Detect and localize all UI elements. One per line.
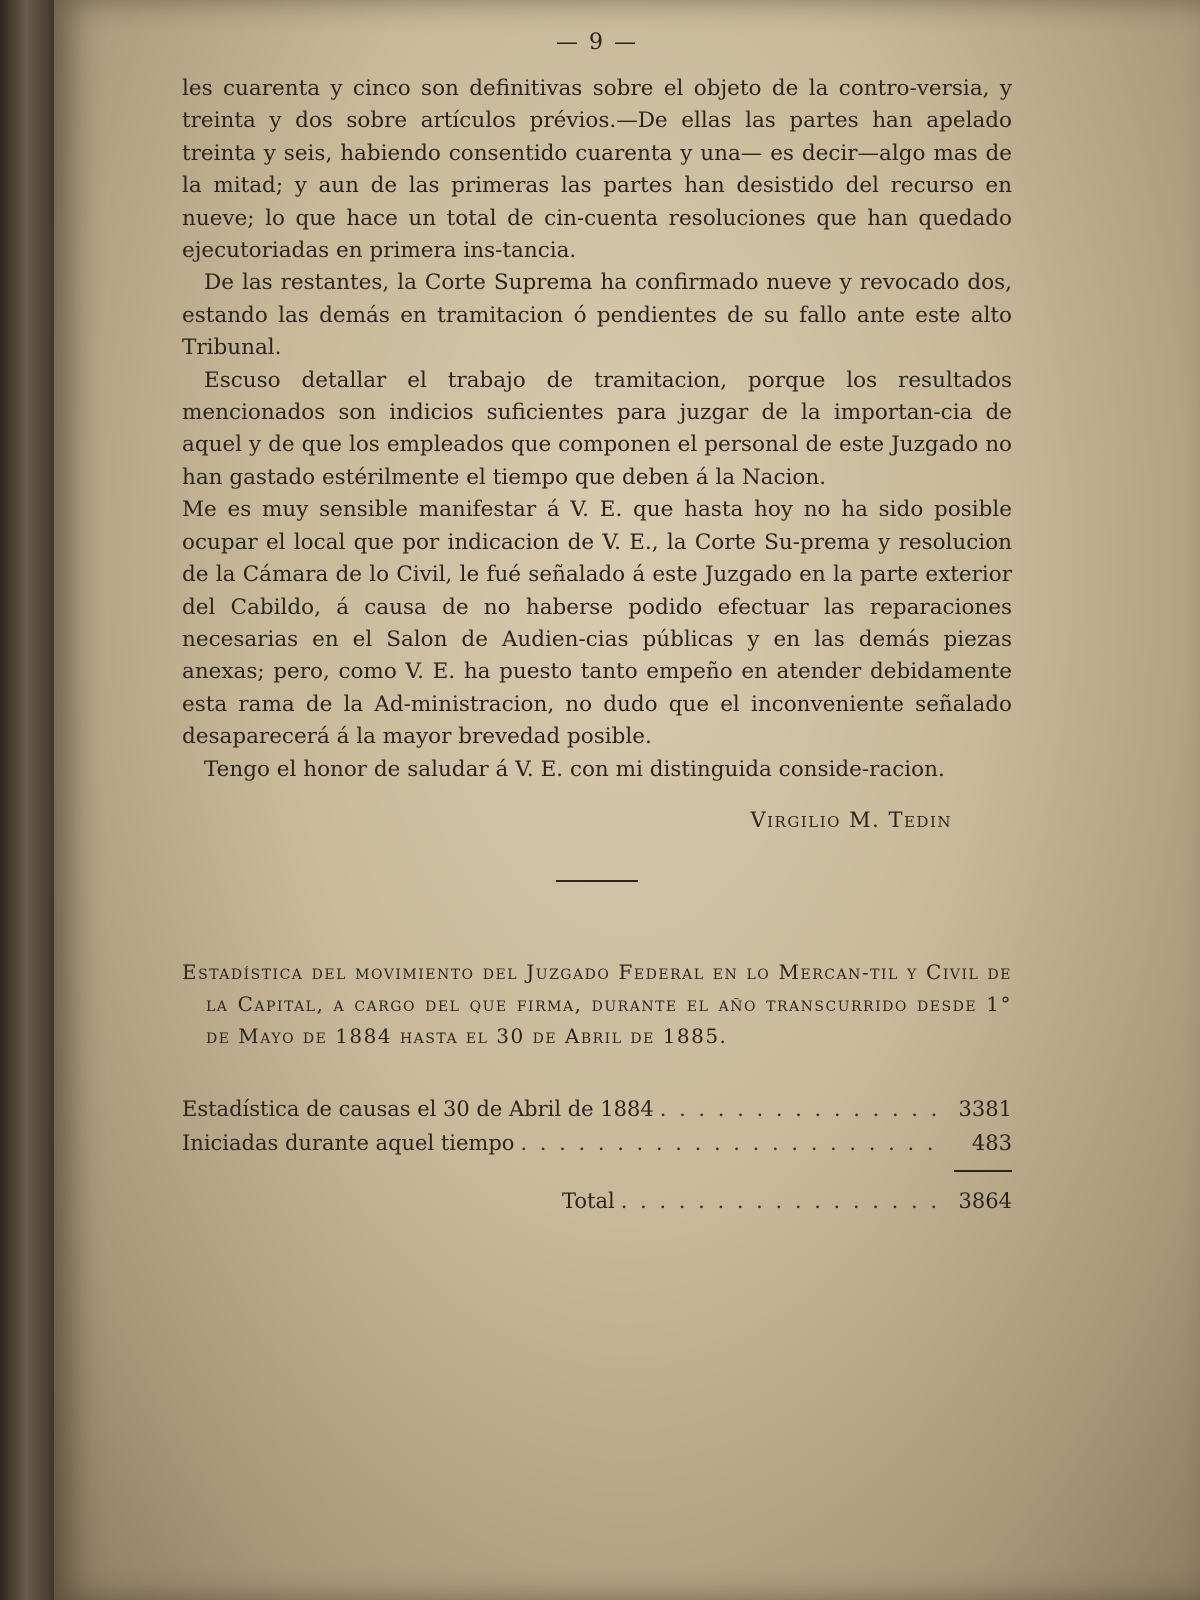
statistics-table: [182, 1092, 1012, 1218]
facing-page-edge: [0, 0, 58, 1600]
paragraph-5: Tengo el honor de saludar á V. E. con mi distinguida conside-racion.: [204, 756, 945, 782]
paragraph-1: les cuarenta y cinco son definitivas sobre el objeto de la contro-versia, y treinta y dos sobre artículos prévios.—De ellas las partes han apelado treinta y seis, habiendo consentido cuarenta y una— es decir—algo mas de la mitad; y aun de las primeras las partes han desistido del recurso en nueve; lo que hace un total de cin-cuenta resoluciones que han quedado ejecutoriadas en primera ins-tancia.: [182, 76, 1012, 264]
row-value: 3381: [958, 1096, 1012, 1121]
paragraph-2: De las restantes, la Corte Suprema ha confirmado nueve y revocado dos, estando las demás en tramitacion ó pendientes de su fallo ante este alto Tribunal.: [182, 270, 1012, 361]
table-row: [182, 1126, 1012, 1160]
page-content: [182, 30, 1012, 1218]
leader-dots: [621, 1184, 946, 1218]
signature: Virgilio M. Tedin: [750, 807, 952, 832]
leader-dots: [520, 1126, 946, 1160]
total-row: [182, 1184, 1012, 1218]
sum-rule: [954, 1170, 1012, 1172]
statistics-heading: Estadística del movimiento del Juzgado Federal en lo Mercan-til y Civil de la Capital, a cargo del que firma, durante el año transcurrido desde 1° de Mayo de 1884 hasta el 30 de Abril de 1885.: [182, 959, 1012, 1048]
row-value: 483: [971, 1130, 1012, 1155]
book-page: [54, 0, 1200, 1600]
total-value: 3864: [958, 1188, 1012, 1213]
row-label: Estadística de causas el 30 de Abril de 1884: [182, 1096, 654, 1121]
paragraph-4: Me es muy sensible manifestar á V. E. que hasta hoy no ha sido posible ocupar el local que por indicacion de V. E., la Corte Su-prema y resolucion de la Cámara de lo Civil, le fué señalado á este Juzgado en la parte exterior del Cabildo, á causa de no haberse podido efectuar las reparaciones necesarias en el Salon de Audien-cias públicas y en las demás piezas anexas; pero, como V. E. ha puesto tanto empeño en atender debidamente esta rama de la Ad-ministracion, no dudo que el inconveniente señalado desaparecerá á la mayor brevedad posible.: [182, 497, 1012, 750]
row-label: Iniciadas durante aquel tiempo: [182, 1130, 515, 1155]
table-row: [182, 1092, 1012, 1126]
leader-dots: [660, 1092, 946, 1126]
total-label: Total: [562, 1188, 615, 1213]
paragraph-3: Escuso detallar el trabajo de tramitacion, porque los resultados mencionados son indicios suficientes para juzgar de la importan-cia de aquel y de que los empleados que componen el personal de este Juzgado no han gastado estérilmente el tiempo que deben á la Nacion.: [182, 367, 1012, 490]
section-divider: [556, 880, 638, 882]
page-number: — 9 —: [556, 30, 638, 55]
